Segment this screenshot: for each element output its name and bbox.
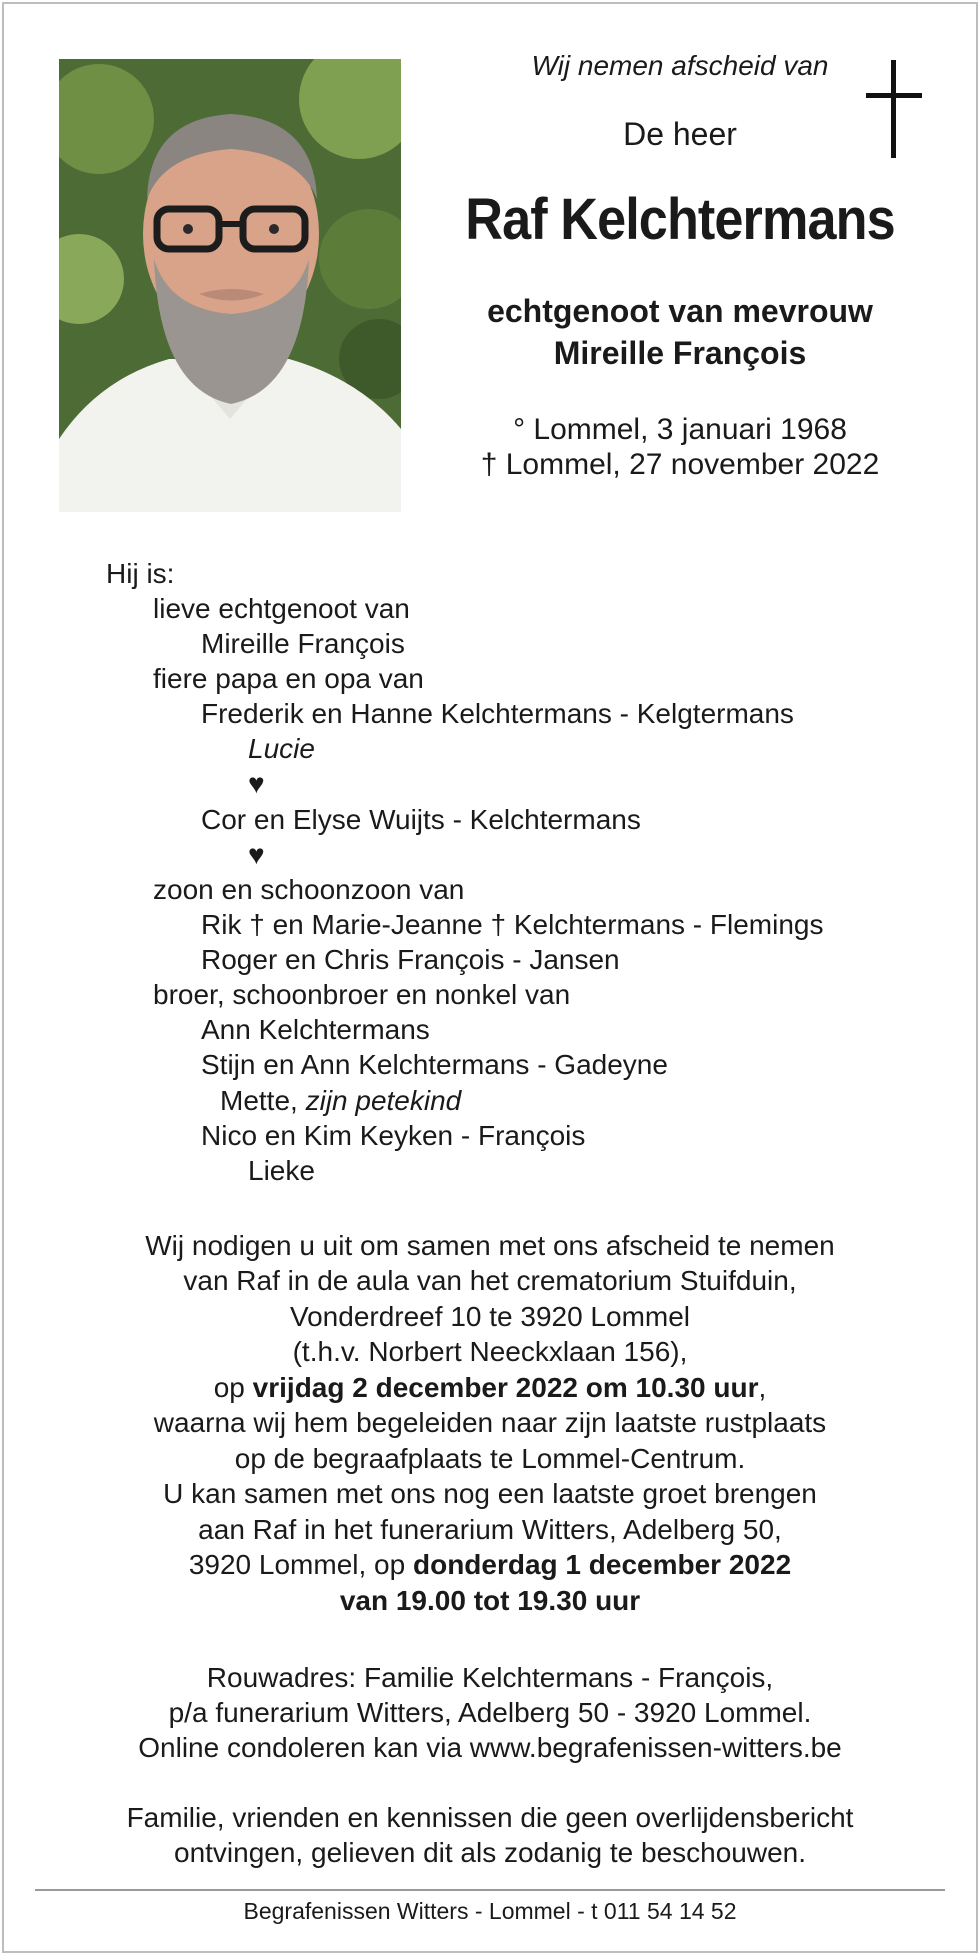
invitation-line — [40, 1547, 940, 1583]
text-fragment: 3920 Lommel, op — [188, 1549, 406, 1580]
invitation-line: Vonderdreef 10 te 3920 Lommel — [289, 1301, 691, 1332]
invitation-line: (t.h.v. Norbert Neeckxlaan 156), — [292, 1336, 688, 1367]
family-relation: lieve echtgenoot van — [153, 593, 410, 624]
portrait-photo — [59, 59, 401, 512]
mourning-address: Rouwadres: Familie Kelchtermans - François, — [206, 1662, 774, 1693]
family-relation: zoon en schoonzoon van — [153, 874, 465, 905]
family-member: Stijn en Ann Kelchtermans - Gadeyne — [201, 1049, 668, 1080]
family-relation: fiere papa en opa van — [153, 663, 424, 694]
grandchild: Lucie — [248, 733, 315, 764]
invitation-line: U kan samen met ons nog een laatste groet brengen — [163, 1478, 817, 1509]
notice-line: Familie, vrienden en kennissen die geen overlijdensbericht — [126, 1802, 854, 1833]
family-intro: Hij is: — [106, 558, 175, 589]
invitation-line: waarna wij hem begeleiden naar zijn laatste rustplaats — [153, 1407, 827, 1438]
intro-line: Wij nemen afscheid van — [531, 50, 829, 81]
heart-icon: ♥ — [248, 768, 265, 799]
family-member: Rik † en Marie-Jeanne † Kelchtermans - Flemings — [201, 909, 824, 940]
invitation-line: van Raf in de aula van het crematorium Stuifduin, — [183, 1265, 797, 1296]
family-member: Nico en Kim Keyken - François — [201, 1120, 586, 1151]
godchild-line — [220, 1084, 461, 1118]
deceased-name: Raf Kelchtermans — [465, 187, 895, 252]
text-fragment: , — [758, 1372, 767, 1403]
family-relation: broer, schoonbroer en nonkel van — [153, 979, 571, 1010]
invitation-line: op de begraafplaats te Lommel-Centrum. — [234, 1443, 746, 1474]
visitation-date: donderdag 1 december 2022 — [412, 1549, 792, 1580]
spouse-line-1: echtgenoot van mevrouw — [487, 293, 873, 329]
footer-text: Begrafenissen Witters - Lommel - t 011 54 14 52 — [243, 1898, 737, 1924]
ceremony-date: vrijdag 2 december 2022 om 10.30 uur — [252, 1372, 759, 1403]
footer-divider — [35, 1889, 945, 1891]
spouse-line-2: Mireille François — [553, 335, 807, 371]
family-member: Mireille François — [201, 628, 405, 659]
grandchild: Lieke — [248, 1155, 315, 1186]
invitation-line — [40, 1370, 940, 1406]
visitation-time: van 19.00 tot 19.30 uur — [339, 1585, 641, 1616]
invitation-line: Wij nodigen u uit om samen met ons afscheid te nemen — [145, 1230, 835, 1261]
mourning-address: p/a funerarium Witters, Adelberg 50 - 3920 Lommel. — [168, 1697, 812, 1728]
condolence-link[interactable]: Online condoleren kan via www.begrafenissen-witters.be — [138, 1732, 842, 1763]
text-fragment: op — [213, 1372, 245, 1403]
heart-icon: ♥ — [248, 839, 265, 870]
godchild-note: zijn petekind — [305, 1085, 462, 1116]
notice-line: ontvingen, gelieven dit als zodanig te beschouwen. — [174, 1837, 806, 1868]
honorific: De heer — [623, 116, 737, 152]
invitation-line: aan Raf in het funerarium Witters, Adelberg 50, — [198, 1514, 782, 1545]
birth-date: ° Lommel, 3 januari 1968 — [513, 413, 847, 446]
family-member: Frederik en Hanne Kelchtermans - Kelgtermans — [201, 698, 794, 729]
death-date: † Lommel, 27 november 2022 — [480, 448, 880, 481]
family-member: Ann Kelchtermans — [201, 1014, 430, 1045]
godchild-name: Mette, — [220, 1085, 298, 1116]
family-member: Cor en Elyse Wuijts - Kelchtermans — [201, 804, 641, 835]
family-member: Roger en Chris François - Jansen — [201, 944, 620, 975]
